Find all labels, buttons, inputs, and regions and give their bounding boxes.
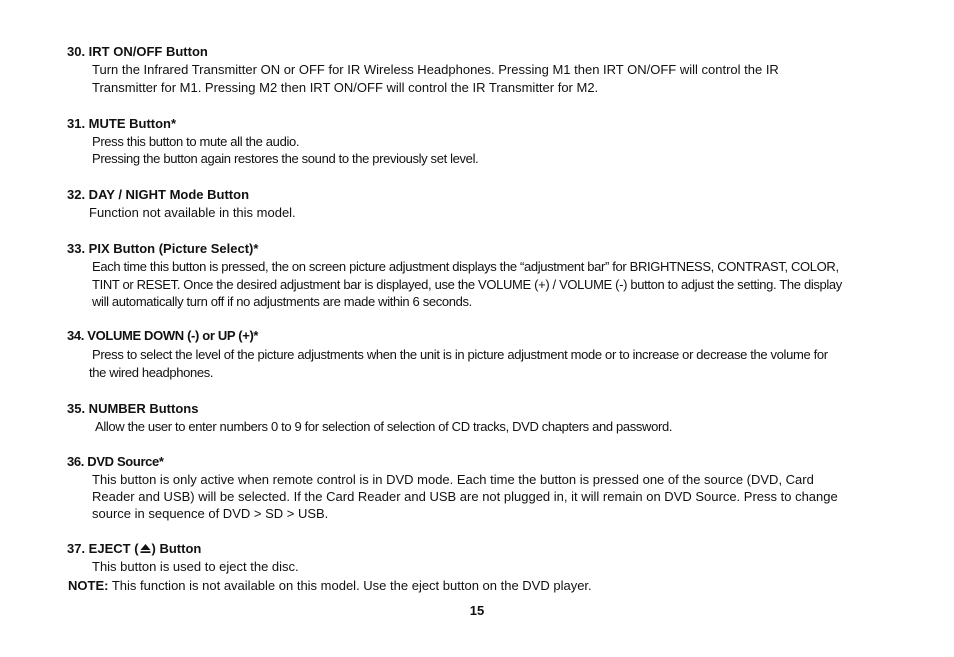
section-text-number-1: Allow the user to enter numbers 0 to 9 for selection of selection of CD tracks, DVD chapters and password. <box>95 419 673 434</box>
page-number: 15 <box>469 603 485 618</box>
note-text: This function is not available on this model. Use the eject button on the DVD player. <box>108 578 592 593</box>
section-text-mute-2: Pressing the button again restores the sound to the previously set level. <box>92 151 479 166</box>
section-heading-eject <box>67 541 201 557</box>
note <box>68 578 592 594</box>
section-heading-mute: 31. MUTE Button* <box>67 116 177 131</box>
section-heading-number: 35. NUMBER Buttons <box>67 401 199 416</box>
section-heading-eject-prefix: 37. EJECT ( <box>67 541 139 556</box>
eject-icon <box>140 542 151 553</box>
section-text-pix-2: TINT or RESET. Once the desired adjustment bar is displayed, use the VOLUME (+) / VOLUME (-) button to adjust the setting. The display <box>92 277 842 292</box>
section-text-pix-1: Each time this button is pressed, the on screen picture adjustment displays the “adjustment bar” for BRIGHTNESS, CONTRAST, COLOR, <box>92 259 839 274</box>
section-text-irt-1: Turn the Infrared Transmitter ON or OFF for IR Wireless Headphones. Pressing M1 then IRT ON/OFF will control the IR <box>92 62 779 77</box>
section-heading-volume: 34. VOLUME DOWN (-) or UP (+)* <box>67 328 259 343</box>
section-text-day-night-1: Function not available in this model. <box>89 205 296 220</box>
section-heading-day-night: 32. DAY / NIGHT Mode Button <box>67 187 250 202</box>
section-text-mute-1: Press this button to mute all the audio. <box>92 134 300 149</box>
section-text-dvd-source-2: Reader and USB) will be selected. If the Card Reader and USB are not plugged in, it will remain on DVD Source. Press to change <box>92 489 838 504</box>
note-label: NOTE: <box>68 578 109 593</box>
section-text-volume-2: the wired headphones. <box>89 365 214 380</box>
section-text-dvd-source-3: source in sequence of DVD > SD > USB. <box>92 506 329 521</box>
section-text-dvd-source-1: This button is only active when remote control is in DVD mode. Each time the button is pressed one of the source (DVD, Card <box>92 472 814 487</box>
section-text-pix-3: will automatically turn off if no adjustments are made within 6 seconds. <box>92 294 472 309</box>
section-heading-pix: 33. PIX Button (Picture Select)* <box>67 241 259 256</box>
section-text-eject-1: This button is used to eject the disc. <box>92 559 299 574</box>
section-heading-irt: 30. IRT ON/OFF Button <box>67 44 208 59</box>
section-heading-dvd-source: 36. DVD Source* <box>67 454 164 469</box>
section-heading-eject-suffix: ) Button <box>151 541 202 556</box>
section-text-irt-2: Transmitter for M1. Pressing M2 then IRT ON/OFF will control the IR Transmitter for M2. <box>92 80 599 95</box>
section-text-volume-1: Press to select the level of the picture adjustments when the unit is in picture adjustment mode or to increase or decrease the volume for <box>92 347 828 362</box>
